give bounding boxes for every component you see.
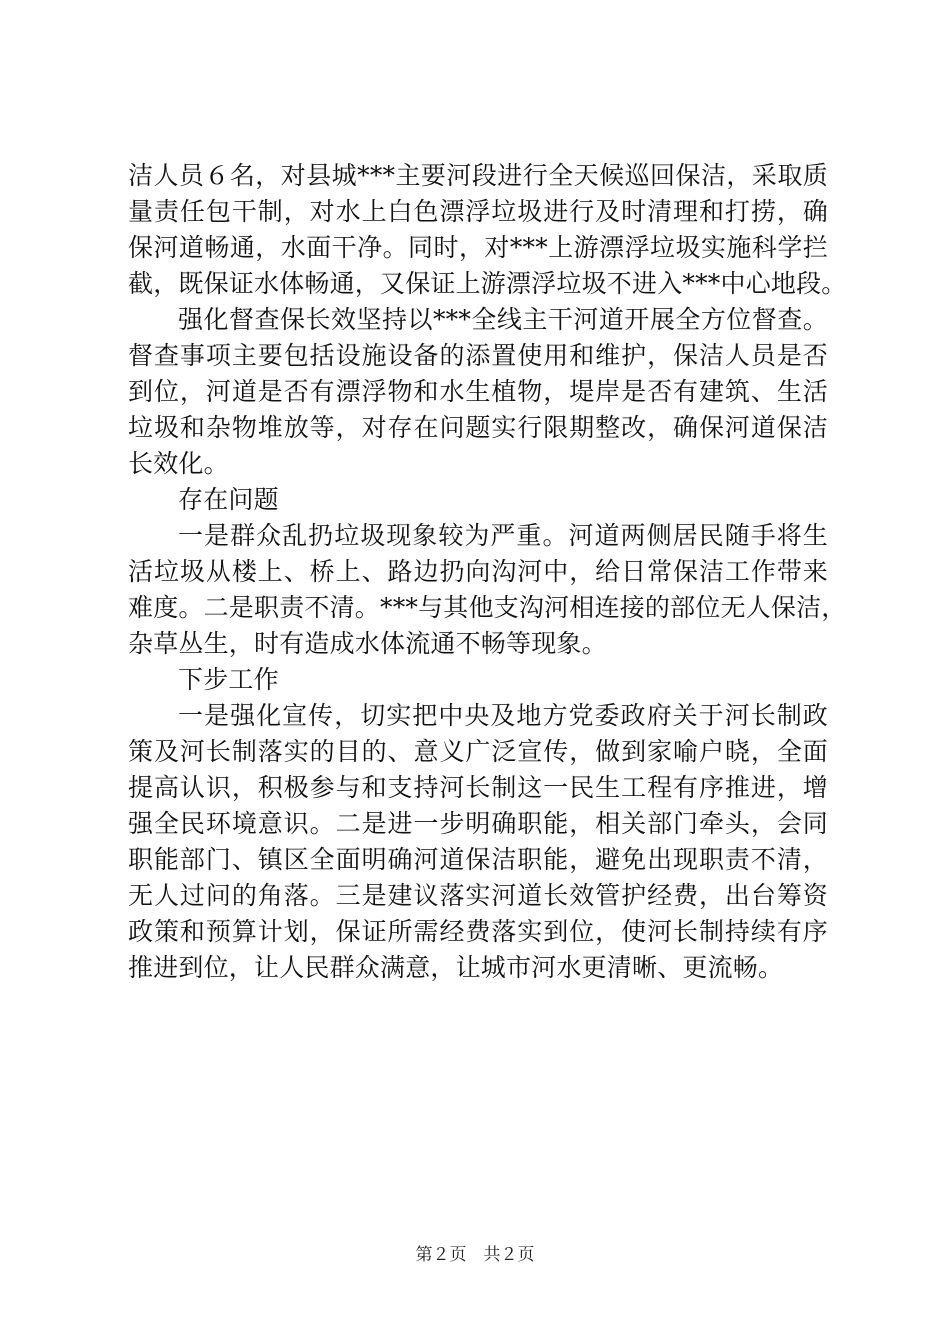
body-line: 截，既保证水体畅通，又保证上游漂浮垃圾不进入***中心地段。	[128, 269, 847, 298]
body-line: 洁人员６名，对县城***主要河段进行全天候巡回保洁，采取质	[128, 161, 828, 190]
body-line: 策及河长制落实的目的、意义广泛宣传，做到家喻户晓，全面	[128, 737, 828, 766]
page-footer	[0, 1243, 950, 1267]
body-line: 活垃圾从楼上、桥上、路边扔向沟河中，给日常保洁工作带来	[128, 557, 828, 586]
body-line: 杂草丛生，时有造成水体流通不畅等现象。	[128, 629, 607, 658]
section-heading: 存在问题	[178, 485, 279, 514]
body-line: 垃圾和杂物堆放等，对存在问题实行限期整改，确保河道保洁	[128, 413, 828, 442]
body-line: 难度。二是职责不清。***与其他支沟河相连接的部位无人保洁，	[128, 593, 847, 622]
page-number: 第２页 共２页	[415, 1245, 535, 1265]
body-line: 督查事项主要包括设施设备的添置使用和维护，保洁人员是否	[128, 341, 828, 370]
body-line: 长效化。	[128, 449, 229, 478]
body-line: 政策和预算计划，保证所需经费落实到位，使河长制持续有序	[128, 917, 828, 946]
body-line: 强全民环境意识。二是进一步明确职能，相关部门牵头，会同	[128, 809, 828, 838]
body-line: 职能部门、镇区全面明确河道保洁职能，避免出现职责不清，	[128, 845, 828, 874]
section-heading: 下步工作	[178, 665, 279, 694]
body-line: 到位，河道是否有漂浮物和水生植物，堤岸是否有建筑、生活	[128, 377, 828, 406]
body-line: 一是强化宣传，切实把中央及地方党委政府关于河长制政	[178, 701, 828, 730]
body-line: 提高认识，积极参与和支持河长制这一民生工程有序推进，增	[128, 773, 828, 802]
body-line: 强化督查保长效坚持以***全线主干河道开展全方位督查。	[178, 305, 828, 334]
body-line: 保河道畅通，水面干净。同时，对***上游漂浮垃圾实施科学拦	[128, 233, 828, 262]
body-line: 推进到位，让人民群众满意，让城市河水更清晰、更流畅。	[128, 953, 784, 982]
document-body	[128, 158, 847, 986]
body-line: 无人过问的角落。三是建议落实河道长效管护经费，出台筹资	[128, 881, 828, 910]
body-line: 一是群众乱扔垃圾现象较为严重。河道两侧居民随手将生	[178, 521, 828, 550]
body-line: 量责任包干制，对水上白色漂浮垃圾进行及时清理和打捞，确	[128, 197, 828, 226]
